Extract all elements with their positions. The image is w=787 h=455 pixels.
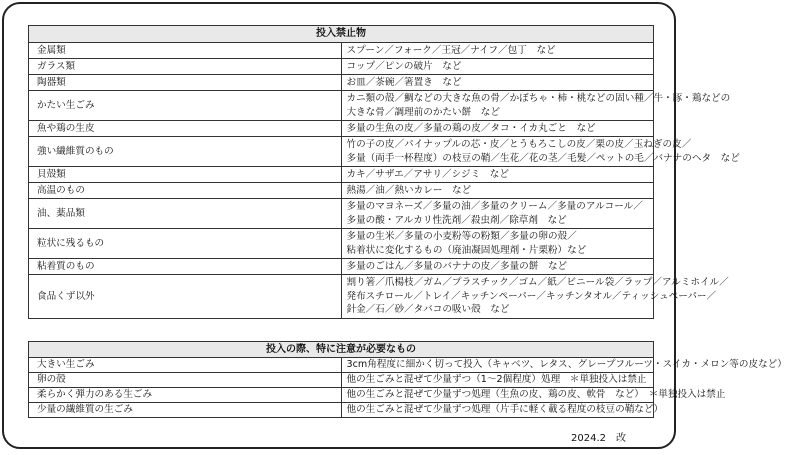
category-cell: ガラス類 xyxy=(29,59,342,75)
items-cell: 熱湯／油／熱いカレー など xyxy=(341,183,654,199)
table-row xyxy=(29,137,654,167)
instruction-cell: 他の生ごみと混ぜて少量ずつ（1～2個程度）処理 ＊単独投入は禁止 xyxy=(341,373,654,388)
prohibited-title: 投入禁止物 xyxy=(29,26,654,43)
items-cell: 多量のマヨネーズ／多量の油／多量のクリーム／多量のアルコール／ 多量の酸・アルカリ性洗剤／殺虫剤／除草剤 など xyxy=(341,199,654,229)
category-cell: 強い繊維質のもの xyxy=(29,137,342,167)
items-cell: カキ／サザエ／アサリ／シジミ など xyxy=(341,167,654,183)
items-cell: 多量の生魚の皮／多量の鶏の皮／タコ・イカ丸ごと など xyxy=(341,121,654,137)
table-row xyxy=(29,358,654,373)
category-cell: 粘着質のもの xyxy=(29,259,342,275)
items-cell: 竹の子の皮／パイナップルの芯・皮／とうもろこしの皮／栗の皮／玉ねぎの皮／ 多量（両手一杯程度）の枝豆の鞘／生花／花の茎／毛髪／ペットの毛／バナナのヘタ など xyxy=(341,137,654,167)
table-row xyxy=(29,75,654,91)
table-row xyxy=(29,275,654,319)
table-row xyxy=(29,183,654,199)
table-row xyxy=(29,403,654,418)
revision-date: 2024.2 改 xyxy=(571,433,626,444)
table-row xyxy=(29,43,654,59)
items-cell: お皿／茶碗／箸置き など xyxy=(341,75,654,91)
items-cell: カニ類の殻／鯛などの大きな魚の骨／かぼちゃ・柿・桃などの固い種／牛・豚・鶏などの 大きな骨／調理前のかたい餅 など xyxy=(341,91,654,121)
items-cell: コップ／ピンの破片 など xyxy=(341,59,654,75)
table-row xyxy=(29,91,654,121)
category-cell: 卵の殻 xyxy=(29,373,342,388)
category-cell: 油、薬品類 xyxy=(29,199,342,229)
category-cell: 少量の繊維質の生ごみ xyxy=(29,403,342,418)
table-row xyxy=(29,167,654,183)
category-cell: 貝殻類 xyxy=(29,167,342,183)
instruction-cell: 他の生ごみと混ぜて少量ずつ処理（片手に軽く載る程度の枝豆の鞘など） xyxy=(341,403,654,418)
table-row xyxy=(29,229,654,259)
category-cell: 粒状に残るもの xyxy=(29,229,342,259)
category-cell: かたい生ごみ xyxy=(29,91,342,121)
category-cell: 陶器類 xyxy=(29,75,342,91)
category-cell: 高温のもの xyxy=(29,183,342,199)
table-row xyxy=(29,199,654,229)
category-cell: 金属類 xyxy=(29,43,342,59)
table-row xyxy=(29,59,654,75)
items-cell: 多量の生米／多量の小麦粉等の粉類／多量の卵の殻／ 粘着状に変化するもの（廃油凝固処理剤・片栗粉）など xyxy=(341,229,654,259)
category-cell: 柔らかく弾力のある生ごみ xyxy=(29,388,342,403)
table-row xyxy=(29,373,654,388)
category-cell: 魚や鶏の生皮 xyxy=(29,121,342,137)
caution-items-table xyxy=(28,341,787,418)
items-cell: 多量のごはん／多量のバナナの皮／多量の餅 など xyxy=(341,259,654,275)
items-cell: 割り箸／爪楊枝／ガム／プラスチック／ゴム／紙／ビニール袋／ラップ／アルミホイル／ 発布スチロール／トレイ／キッチンペーパー／キッチンタオル／ティッシュペーパー／ 針金／石／砂／タバコの吸い殻 など xyxy=(341,275,654,319)
table-row xyxy=(29,388,654,403)
prohibited-items-table xyxy=(28,25,740,319)
instruction-cell: 他の生ごみと混ぜて少量ずつ処理（生魚の皮、鶏の皮、軟骨 など） ＊単独投入は禁止 xyxy=(341,388,654,403)
caution-title: 投入の際、特に注意が必要なもの xyxy=(29,342,654,358)
category-cell: 大きい生ごみ xyxy=(29,358,342,373)
instruction-cell: 3cm角程度に細かく切って投入（キャベツ、レタス、グレープフルーツ・スイカ・メロン等の皮など） xyxy=(341,358,654,373)
table-row xyxy=(29,121,654,137)
table-row xyxy=(29,259,654,275)
items-cell: スプーン／フォーク／王冠／ナイフ／包丁 など xyxy=(341,43,654,59)
category-cell: 食品くず以外 xyxy=(29,275,342,319)
